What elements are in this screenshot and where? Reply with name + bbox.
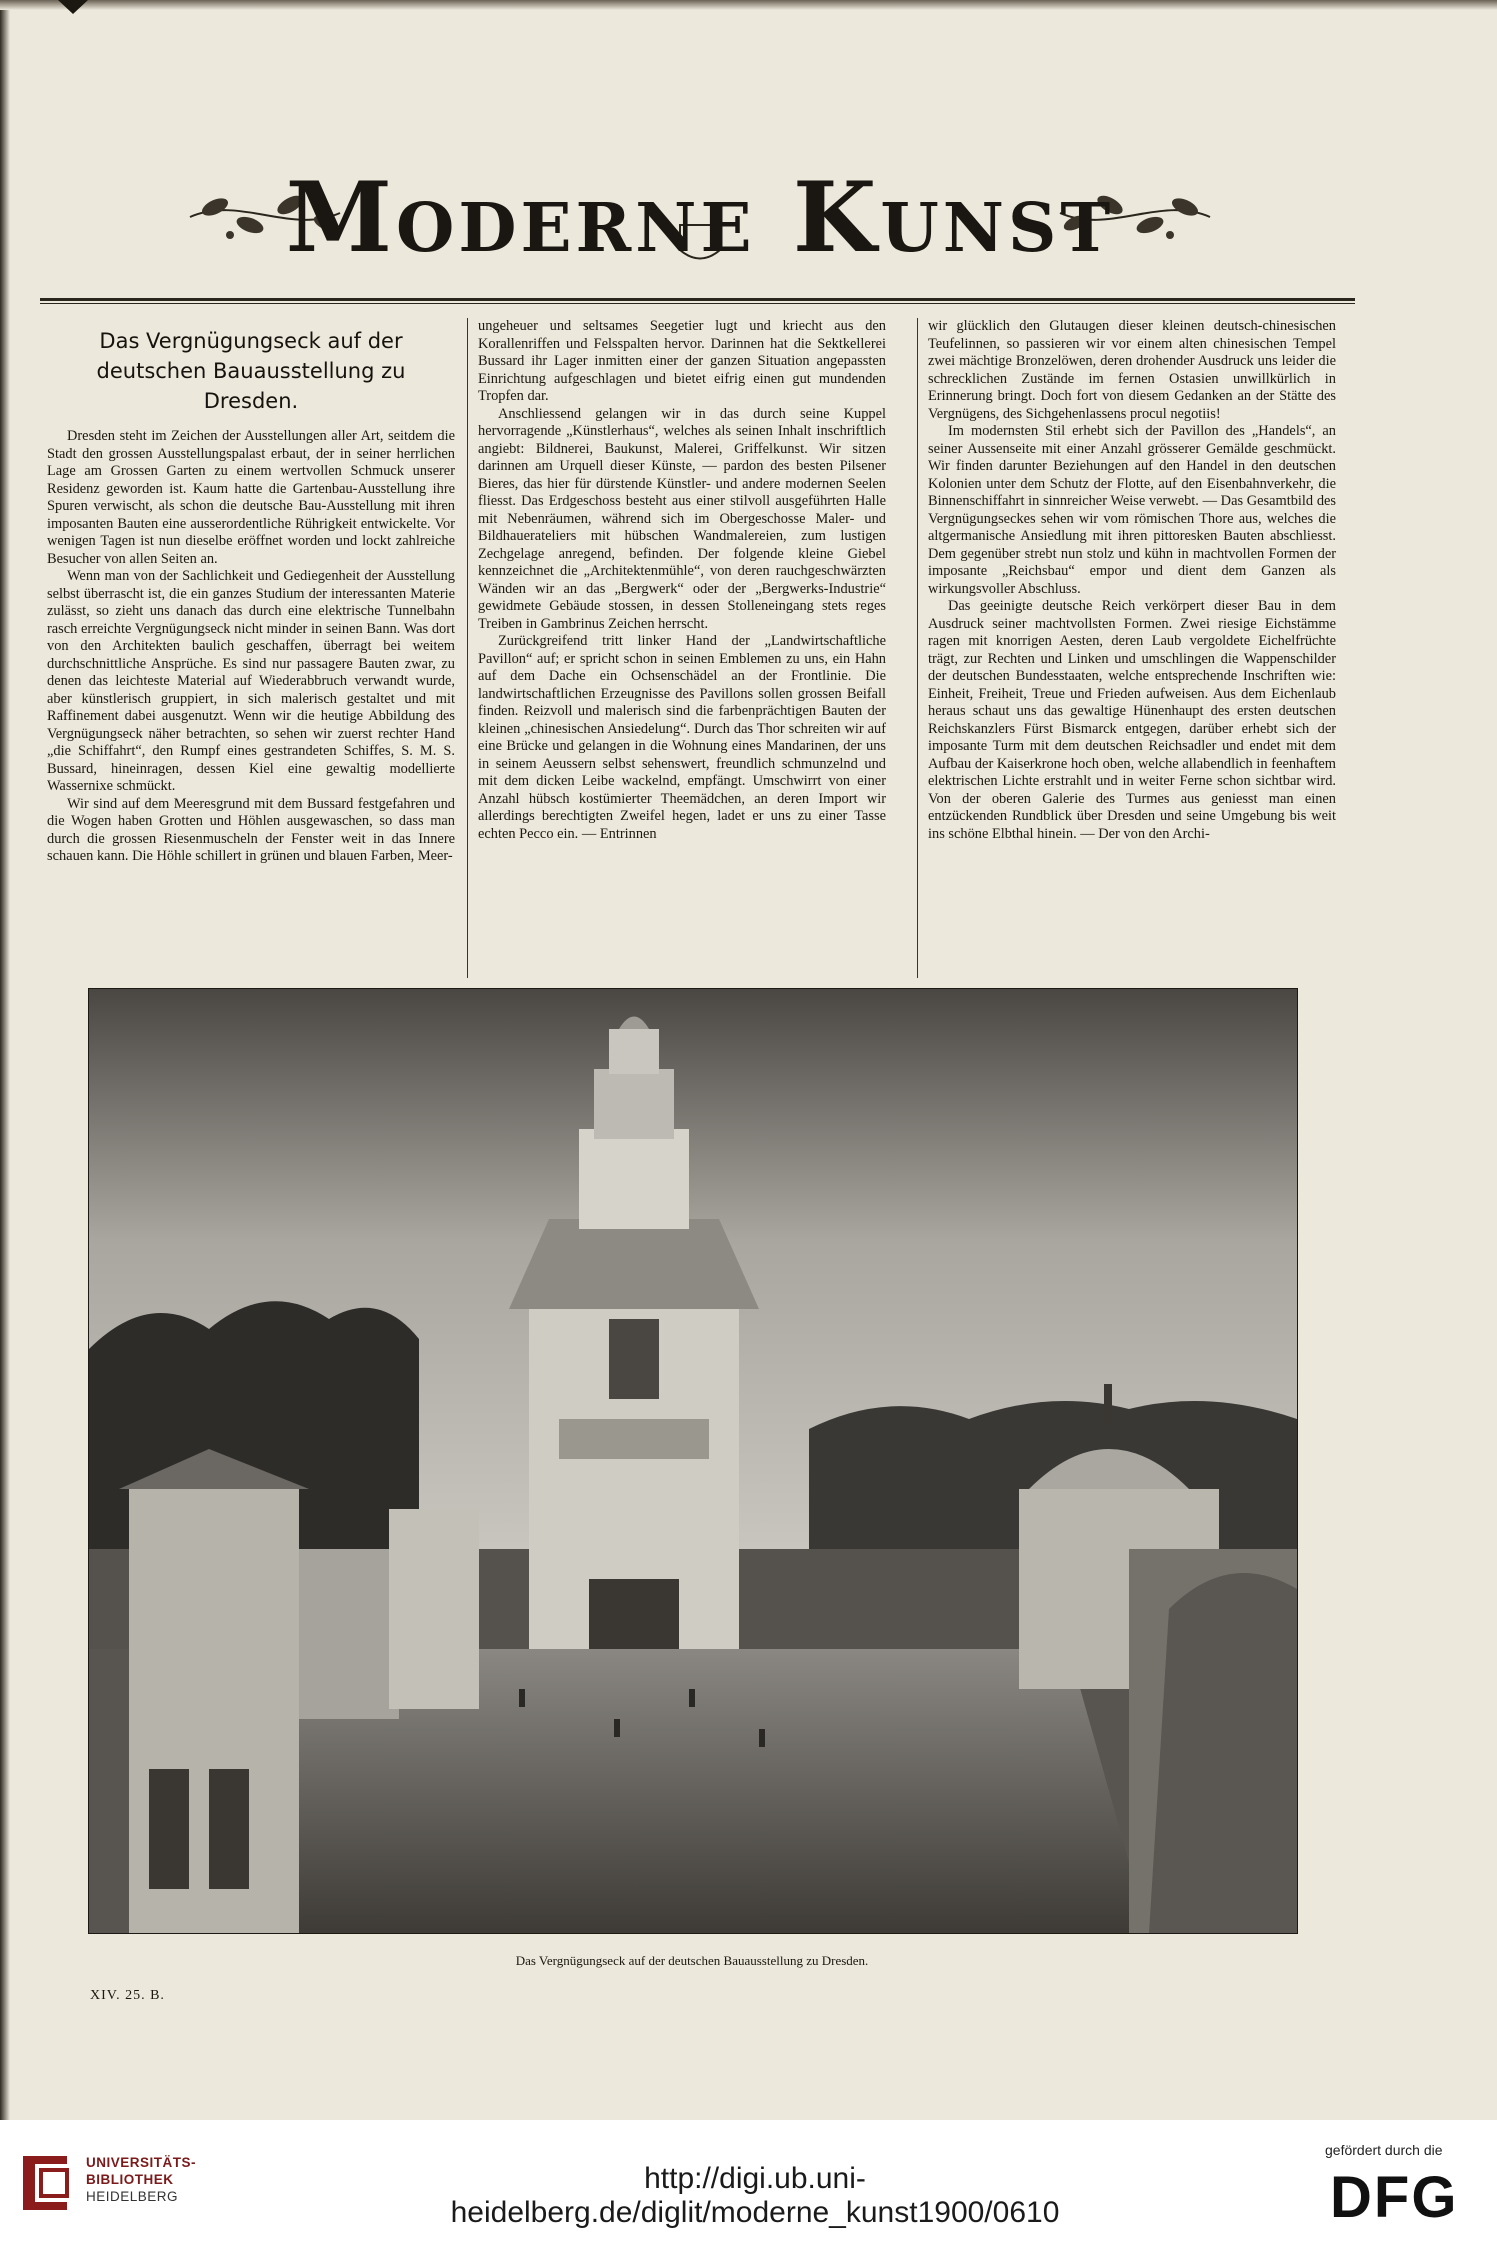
masthead-rule <box>40 298 1355 301</box>
university-library-logo-icon[interactable] <box>15 2152 75 2214</box>
paragraph: Im modernsten Stil erhebt sich der Pavillon des „Handels“, an seiner Aussenseite mit einer Anzahl grösserer Gemälde geschmückt. Wir finden darunter Beziehungen auf den Handel in den deutschen Kolonien unter dem Schutz der Flotte, auf den Eisenbahnverkehr, die Binnenschiffahrt in sinnreicher Weise verwebt. — Das Gesamtbild des Vergnügungseckes sehen wir vom römischen Thore aus, welches die altgermanische Ansiedlung mit ihren pittoresken Bauten abschliesst. Dem gegenüber strebt nun stolz und kühn in machtvollen Formen der imposante „Reichsbau“ empor und dient dem Ganzen als wirkungsvoller Abschluss. <box>928 423 1336 597</box>
masthead <box>180 155 1220 280</box>
article-title-line-2: deutschen Bauausstellung zu Dresden. <box>96 359 406 413</box>
university-library-name[interactable] <box>86 2154 196 2205</box>
funding-label: gefördert durch die <box>1325 2142 1443 2158</box>
text-column-2 <box>478 318 886 978</box>
exhibition-photograph <box>88 988 1298 1934</box>
photo-caption: Das Vergnügungseck auf der deutschen Bauausstellung zu Dresden. <box>515 1953 869 1968</box>
paragraph: wir glücklich den Glutaugen dieser kleinen deutsch-chinesischen Teufelinnen, so passieren wir vor einem alten chinesischen Tempel zwei mächtige Bronzelöwen, deren drohender Ausdruck uns leider die schrecklichen Zustände im fernen Ostasien unwillkürlich in Erinnerung bringt. Doch fort von diesem Gedanken an der Stätte des Vergnügens, des Sichgehenlassens procul negotiis! <box>928 318 1336 422</box>
paragraph: Wir sind auf dem Meeresgrund mit dem Bussard festgefahren und die Wogen haben Grotten und Höhlen ausgewaschen, so dass man durch die grossen Riesenmuscheln der Fenster weit in das Innere schauen kann. Die Höhle schillert in grünen und blauen Farben, Meer- <box>47 795 455 864</box>
uni-line-2: BIBLIOTHEK <box>86 2172 174 2187</box>
article-title <box>47 326 455 416</box>
page-number: XIV. 25. B. <box>90 1988 165 2003</box>
photo-illustration <box>89 989 1297 1933</box>
page-edge-shadow-left <box>0 0 10 2120</box>
text-column-1 <box>47 318 455 978</box>
column-divider <box>917 318 918 978</box>
dfg-logo[interactable]: DFG <box>1330 2165 1459 2230</box>
masthead-rule-thin <box>40 303 1355 304</box>
paragraph: Zurückgreifend tritt linker Hand der „Landwirtschaftliche Pavillon“ auf; er spricht schon in seinen Emblemen zu uns, ein Hahn auf dem Dache ein Ochsenschädel an der Frontlinie. Die landwirtschaftlichen Erzeugnisse des Pavillons sollen grossen Beifall finden. Reizvoll und malerisch sind die farbenprächtigen Bauten der kleinen „chinesischen Ansiedelung“. Durch das Thor schreiten wir auf eine Brücke und gelangen in die Wohnung eines Mandarinen, der uns in seinem Aeussern selbst sehenswert, freundlich schmunzelnd und mit dem dicken Leibe wackelnd, empfängt. Umschwirrt von einer Anzahl hübsch kostümierter Theemädchen, an deren Import wir allerdings berechtigten Zweifel hegen, ladet er uns zu einer Tasse echten Pecco ein. — Entrinnen <box>478 633 886 842</box>
text-column-3 <box>928 318 1336 978</box>
paragraph: ungeheuer und seltsames Seegetier lugt und kriecht aus den Korallenriffen und Felsspalten hervor. Darinnen hat die Sektkellerei Bussard ihr Lager inmitten einer der ganzen Situation angepassten Einrichtung aufgeschlagen und bietet eifrig einen gut mundenden Tropfen dar. <box>478 318 886 404</box>
masthead-title: Moderne Kunst <box>285 161 1115 274</box>
corner-clip-mark <box>58 0 88 14</box>
paragraph: Das geeinigte deutsche Reich verkörpert dieser Bau in dem Ausdruck seiner machtvollsten Formen. Zwei riesige Eichstämme ragen mit knorrigen Aesten, deren Laub vergoldete Eichelfrüchte trägt, zur Rechten und Linken und umschlingen die Wappenschilder der deutschen Bundesstaaten, welche entsprechende Inschriften wie: Einheit, Freiheit, Treue und Frieden aufweisen. Aus dem Eichenlaub heraus schaut uns das gewaltige Hünenhaupt des ersten deutschen Reichskanzlers Fürst Bismarck entgegen, darüber erhebt sich der imposante Turm mit dem deutschen Reichsadler und endet mit dem Aufbau der Kaiserkrone hoch oben, welche allabendlich in feenhaftem elektrischen Lichte erstrahlt und in weiter Ferne schon sichtbar wird. Von der oberen Galerie des Turmes aus geniesst man einen entzückenden Rundblick über Dresden und seine Umgebung bis weit ins schöne Elbthal hinein. — Der von den Archi- <box>928 598 1336 842</box>
page-edge-shadow-top <box>0 0 1497 10</box>
article-title-line-1: Das Vergnügungseck auf der <box>99 329 403 353</box>
uni-line-3: HEIDELBERG <box>86 2189 179 2204</box>
permalink-url[interactable]: http://digi.ub.uni-heidelberg.de/diglit/moderne_kunst1900/0610 <box>450 2162 1060 2229</box>
uni-line-1: UNIVERSITÄTS- <box>86 2155 197 2170</box>
library-footer <box>0 2120 1497 2245</box>
column-divider <box>467 318 468 978</box>
paragraph: Wenn man von der Sachlichkeit und Gediegenheit der Ausstellung selbst überrascht ist, die ein ganzes Studium der interessanten Materie zulässt, so zieht uns danach das durch eine elektrische Tunnelbahn rasch erreichte Vergnügungseck nicht minder in seinen Bann. Was dort von den Architekten baulich geschaffen, überragt bei weitem durchschnittliche Ansprüche. Es sind nur passagere Bauten zwar, zu denen das leichteste Material auf Wiederabbruch verwandt wurde, aber künstlerisch gruppiert, in sich malerisch gestaltet und mit Raffinement dabei ausgenutzt. Wenn wir die heutige Abbildung des Vergnügungseck näher betrachten, so sehen wir zuerst rechter Hand „die Schiffahrt“, den Rumpf eines gestrandeten Schiffes, S. M. S. Bussard, hineinragen, dessen Kiel eine gewaltig modellierte Wassernixe schmückt. <box>47 568 455 794</box>
paragraph: Dresden steht im Zeichen der Ausstellungen aller Art, seitdem die Stadt den grossen Ausstellungspalast erbaut, der in seiner herrlichen Lage am Grossen Garten zu einem wertvollen Schmuck unserer Residenz geworden ist. Kaum hatte die Gartenbau-Ausstellung ihre Spuren verwischt, als schon die deutsche Bau-Ausstellung mit ihren imposanten Bauten eine ausserordentliche Rührigkeit entwickelte. Vor wenigen Tagen ist nun dieselbe eröffnet worden und lockt zahlreiche Besucher von allen Seiten an. <box>47 428 455 567</box>
paragraph: Anschliessend gelangen wir in das durch seine Kuppel hervorragende „Künstlerhaus“, welches als seinen Inhalt inschriftlich angiebt: Bildnerei, Baukunst, Malerei, Griffelkunst. Wir sitzen darinnen am Urquell dieser Künste, — pardon des besten Pilsener Bieres, das hier für dürstende Künstler- und andere modernen Seelen fliesst. Das Erdgeschoss besteht aus einer stilvoll ausgeführten Halle mit Nebenräumen, während sich im Obergeschosse Maler- und Bildhauerateliers mit hübschen Wandmalereien, zum lustigen Zechgelage anregend, befinden. Der folgende kleine Giebel kennzeichnet die „Architektenmühle“, von deren rauchgeschwärzten Wänden wir an das „Bergwerk“ oder der „Bergwerks-Industrie“ gewidmete Gebäude stossen, in dessen Stolleneingang stets reges Treiben in Gambrinus Zeichen herrscht. <box>478 405 886 632</box>
